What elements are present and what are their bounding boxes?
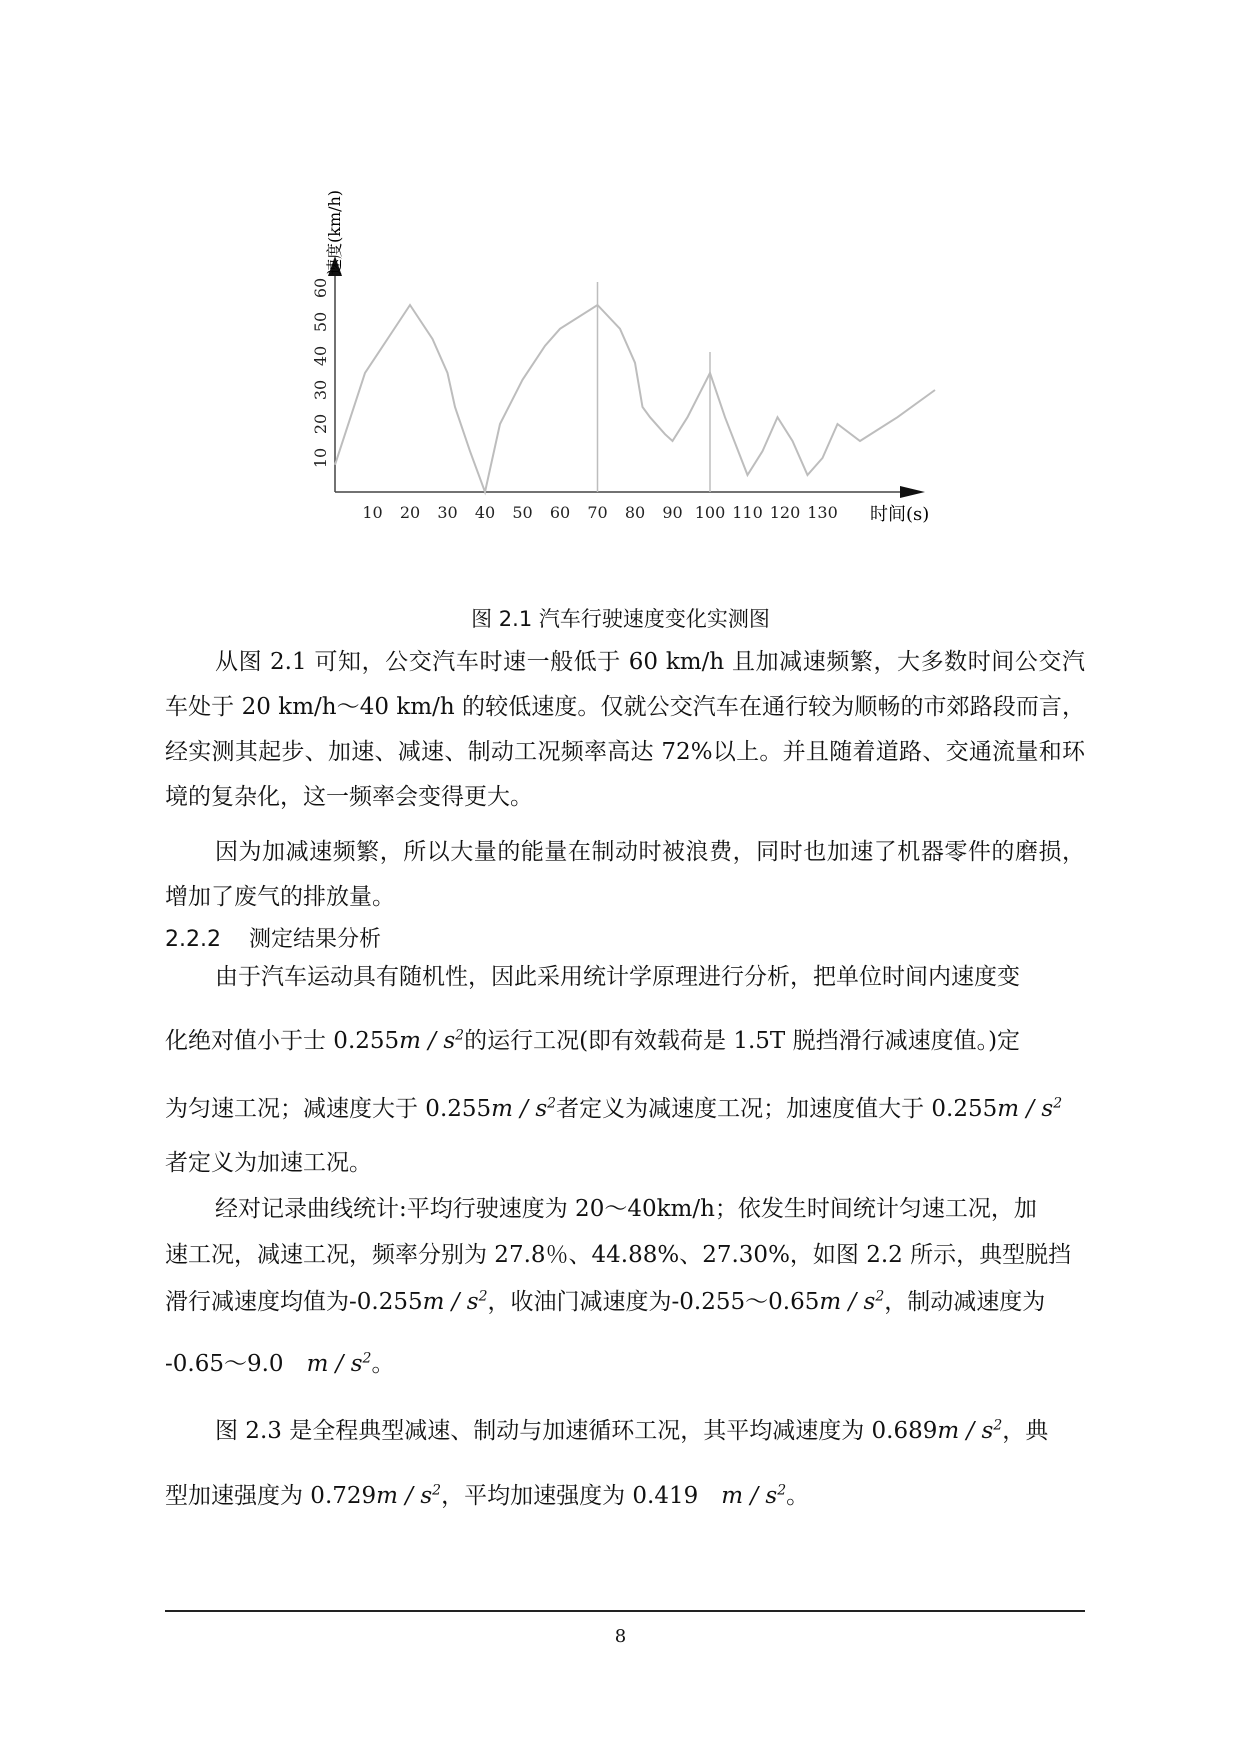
x-tick-label: 10	[362, 503, 383, 522]
section-number: 2.2.2	[165, 927, 221, 952]
section-heading	[165, 922, 381, 953]
x-tick-label: 90	[662, 503, 683, 522]
x-tick-label: 20	[399, 503, 421, 522]
text-line-4: 者定义为加速工况。	[165, 1150, 372, 1176]
speed-series-line	[335, 305, 935, 492]
text-line-9-b: ，典	[1002, 1418, 1049, 1444]
text-line-3-b: 者定义为减速度工况；加速度值大于 0.255	[556, 1096, 998, 1122]
unit-ms2: m / $s^2$	[721, 1482, 787, 1509]
unit-ms2: m / $s^2$	[491, 1095, 557, 1122]
chart-axes	[328, 256, 925, 498]
y-tick-label: 20	[311, 413, 330, 435]
y-tick-label: 40	[311, 345, 330, 367]
text-line-10-a: 型加速强度为 0.729	[165, 1483, 377, 1509]
x-tick-label: 100	[694, 503, 726, 522]
unit-ms2: m / $s^2$	[997, 1095, 1063, 1122]
y-tick-label: 10	[311, 447, 330, 469]
text-line-8	[165, 1345, 394, 1378]
text-line-7-a: 滑行减速度均值为-0.255	[165, 1289, 423, 1315]
x-tick-label: 130	[807, 503, 838, 522]
y-tick-labels	[311, 278, 330, 468]
text-line-2-b: 的运行工况(即有效载荷是 1.5T 脱挡滑行减速度值。)定	[464, 1028, 1021, 1054]
x-tick-label: 110	[732, 503, 763, 522]
footer-rule	[165, 1610, 1085, 1612]
unit-ms2: m / $s^2$	[937, 1417, 1003, 1444]
text-line-7-c: ，制动减速度为	[884, 1289, 1046, 1315]
x-tick-label: 30	[437, 503, 458, 522]
unit-ms2: m / $s^2$	[399, 1027, 465, 1054]
x-tick-labels	[362, 503, 837, 522]
text-line-2-a: 化绝对值小于士 0.255	[165, 1028, 400, 1054]
unit-ms2: m / $s^2$	[819, 1288, 885, 1315]
y-tick-label: 60	[311, 277, 330, 299]
x-tick-label: 60	[549, 503, 571, 522]
unit-ms2: m / $s^2$	[306, 1350, 372, 1377]
paragraph-1: 从图 2.1 可知，公交汽车时速一般低于 60 km/h 且加减速频繁，大多数时间公交汽车处于 20 km/h～40 km/h 的较低速度。仅就公交汽车在通行较为顺畅的市郊路段而言，经实测其起步、加速、减速、制动工况频率高达 72%以上。并且随着道路、交通流量和环境的复杂化，这一频率会变得更大。	[165, 649, 1085, 810]
text-line-6: 速工况，减速工况，频率分别为 27.8％、44.88%、27.30%，如图 2.2 所示，典型脱挡	[165, 1242, 1072, 1268]
text-line-5: 经对记录曲线统计:平均行驶速度为 20～40km/h；依发生时间统计匀速工况，加	[215, 1196, 1037, 1222]
x-axis-arrow	[900, 486, 925, 498]
unit-ms2: m / $s^2$	[422, 1288, 488, 1315]
x-tick-label: 40	[474, 503, 496, 522]
text-line-8-a: -0.65～9.0	[165, 1351, 307, 1377]
text-line-9-a: 图 2.3 是全程典型减速、制动与加速循环工况，其平均减速度为 0.689	[215, 1418, 938, 1444]
text-line-1: 由于汽车运动具有随机性，因此采用统计学原理进行分析，把单位时间内速度变	[215, 964, 1020, 990]
y-tick-label: 30	[311, 379, 330, 401]
figure-caption: 图 2.1 汽车行驶速度变化实测图	[471, 607, 770, 631]
text-line-8-b: 。	[371, 1351, 395, 1377]
chart-vertical-lines	[598, 282, 711, 492]
text-line-3	[165, 1090, 1062, 1123]
y-tick-label: 50	[311, 311, 330, 333]
unit-ms2: m / $s^2$	[376, 1482, 442, 1509]
section-title: 测定结果分析	[248, 927, 381, 952]
x-tick-label: 50	[512, 503, 533, 522]
text-line-9	[215, 1412, 1048, 1445]
text-line-10-b: ，平均加速强度为 0.419	[441, 1483, 722, 1509]
text-line-10-c: 。	[786, 1483, 810, 1509]
text-line-10	[165, 1477, 809, 1510]
x-tick-label: 80	[624, 503, 646, 522]
speed-time-chart	[311, 180, 950, 600]
text-line-7-b: ，收油门减速度为-0.255～0.65	[487, 1289, 820, 1315]
y-axis-label: 速度(km/h)	[325, 189, 344, 275]
x-tick-label: 120	[769, 503, 801, 522]
page-number: 8	[614, 1626, 627, 1647]
text-line-7	[165, 1283, 1045, 1316]
x-tick-label: 70	[587, 503, 608, 522]
paragraph-2: 因为加减速频繁，所以大量的能量在制动时被浪费，同时也加速了机器零件的磨损，增加了废气的排放量。	[165, 839, 1085, 910]
x-axis-label: 时间(s)	[870, 504, 930, 525]
text-line-2	[165, 1022, 1020, 1055]
text-line-3-a: 为匀速工况；减速度大于 0.255	[165, 1096, 492, 1122]
